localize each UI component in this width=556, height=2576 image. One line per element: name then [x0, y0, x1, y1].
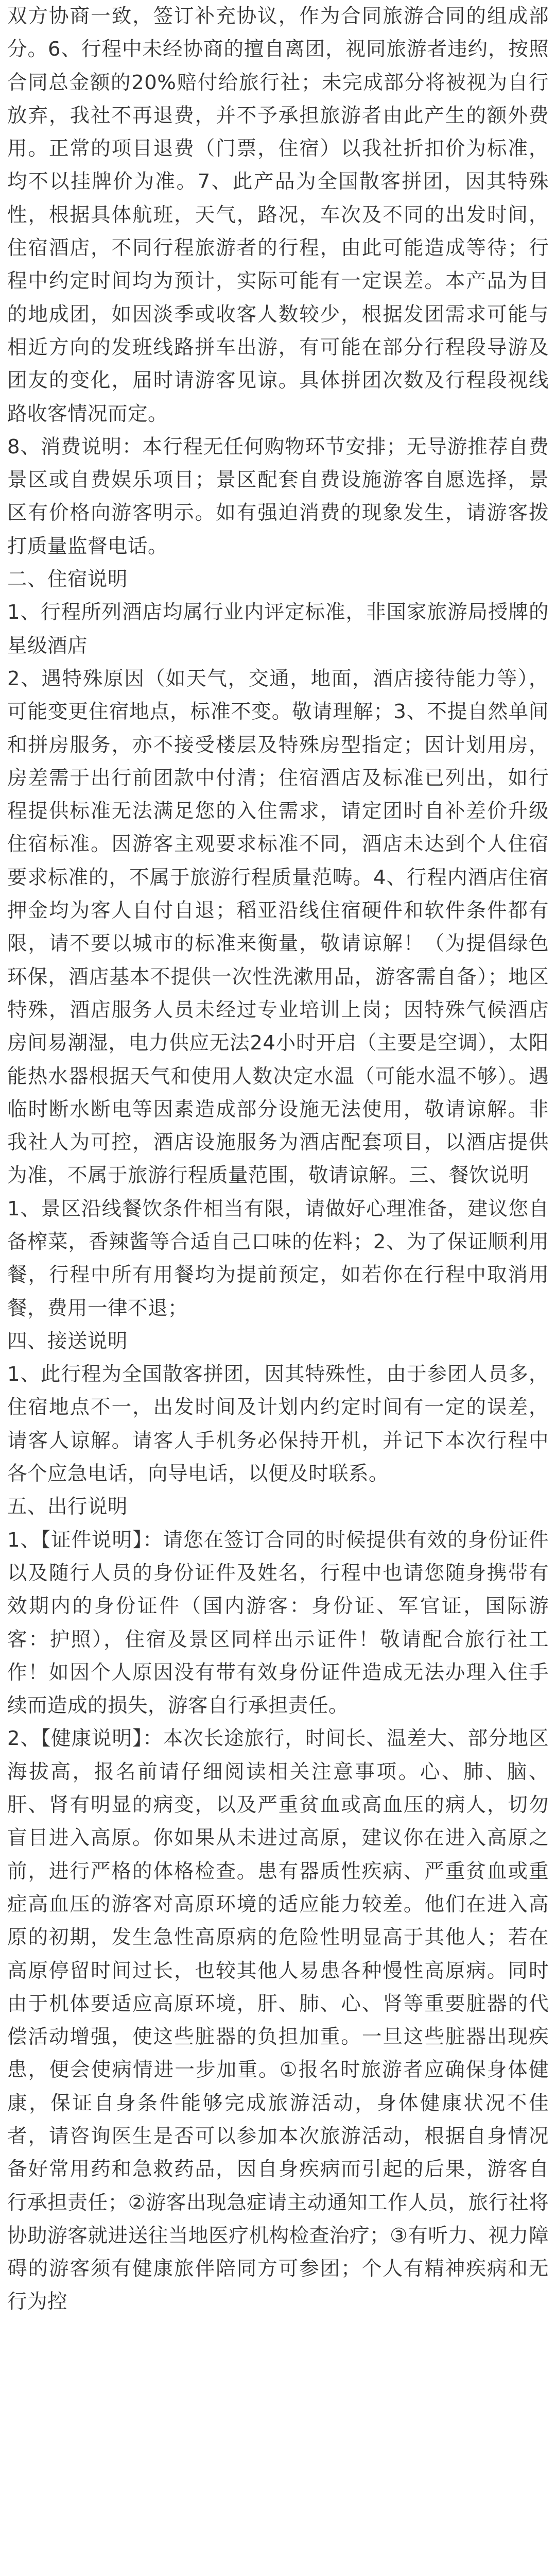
paragraph-contract-terms: 双方协商一致，签订补充协议，作为合同旅游合同的组成部分。6、行程中未经协商的擅自离团，视同旅游者违约，按照合同总金额的20%赔付给旅行社；未完成部分将被视为自行放弃，我社不再退费，并不予承担旅游者由此产生的额外费用。正常的项目退费（门票，住宿）以我社折扣价为标准，均不以挂牌价为准。7、此产品为全国散客拼团，因其特殊性，根据具体航班，天气，路况，车次及不同的出发时间，住宿酒店，不同行程旅游者的行程，由此可能造成等待；行程中约定时间均为预计，实际可能有一定误差。本产品为目的地成团，如因淡季或收客人数较少，根据发团需求可能与相近方向的发班线路拼车出游，有可能在部分行程段导游及团友的变化，届时请游客见谅。具体拼团次数及行程段视线路收客情况而定。 [7, 5, 549, 426]
paragraph-hotel-standard: 1、行程所列酒店均属行业内评定标准，非国家旅游局授牌的星级酒店 [7, 601, 549, 657]
section-heading-transfer: 四、接送说明 [7, 1329, 128, 1353]
paragraph-consumption-note: 8、消费说明：本行程无任何购物环节安排；无导游推荐自费景区或自费娱乐项目；景区配套自费设施游客自愿选择，景区有价格向游客明示。如有强迫消费的现象发生，请游客拨打质量监督电话。 [7, 435, 549, 558]
paragraph-transfer-details: 1、此行程为全国散客拼团，因其特殊性，由于参团人员多，住宿地点不一，出发时间及计划内约定时间有一定的误差，请客人谅解。请客人手机务必保持开机，并记下本次行程中各个应急电话，向导电话，以便及时联系。 [7, 1363, 549, 1486]
paragraph-health-notice: 2、【健康说明】：本次长途旅行，时间长、温差大、部分地区海拔高，报名前请仔细阅读相关注意事项。心、肺、脑、肝、肾有明显的病变，以及严重贫血或高血压的病人，切勿盲目进入高原。你如果从未进过高原，建议你在进入高原之前，进行严格的体格检查。患有器质性疾病、严重贫血或重症高血压的游客对高原环境的适应能力较差。他们在进入高原的初期，发生急性高原病的危险性明显高于其他人；若在高原停留时间过长，也较其他人易患各种慢性高原病。同时由于机体要适应高原环境，肝、肺、心、肾等重要脏器的代偿活动增强，使这些脏器的负担加重。一旦这些脏器出现疾患，便会使病情进一步加重。①报名时旅游者应确保身体健康，保证自身条件能够完成旅游活动，身体健康状况不佳者，请咨询医生是否可以参加本次旅游活动，根据自身情况备好常用药和急救药品，因自身疾病而引起的后果，游客自行承担责任；②游客出现急症请主动通知工作人员，旅行社将协助游客就进送往当地医疗机构检查治疗；③有听力、视力障碍的游客须有健康旅伴陪同方可参团；个人有精神疾病和无行为控 [7, 1727, 549, 2314]
paragraph-id-documents: 1、【证件说明】：请您在签订合同的时候提供有效的身份证件以及随行人员的身份证件及姓名，行程中也请您随身携带有效期内的身份证件（国内游客：身份证、军官证，国际游客：护照），住宿及景区同样出示证件！敬请配合旅行社工作！如因个人原因没有带有效身份证件造成无法办理入住手续而造成的损失，游客自行承担责任。 [7, 1528, 549, 1718]
paragraph-meal-details: 1、景区沿线餐饮条件相当有限，请做好心理准备，建议您自备榨菜，香辣酱等合适自己口味的佐料；2、为了保证顺利用餐，行程中所有用餐均为提前预定，如若你在行程中取消用餐，费用一律不退； [7, 1197, 549, 1320]
section-heading-accommodation: 二、住宿说明 [7, 568, 128, 591]
paragraph-hotel-details: 2、遇特殊原因（如天气，交通，地面，酒店接待能力等），可能变更住宿地点，标准不变。敬请理解；3、不提自然单间和拼房服务，亦不接受楼层及特殊房型指定；因计划用房，房差需于出行前团款中付清；住宿酒店及标准已列出，如行程提供标准无法满足您的入住需求，请定团时自补差价升级住宿标准。因游客主观要求标准不同，酒店未达到个人住宿要求标准的，不属于旅游行程质量范畴。4、行程内酒店住宿押金均为客人自付自退；稻亚沿线住宿硬件和软件条件都有限，请不要以城市的标准来衡量，敬请谅解！（为提倡绿色环保，酒店基本不提供一次性洗漱用品，游客需自备）；地区特殊，酒店服务人员未经过专业培训上岗；因特殊气候酒店房间易潮湿，电力供应无法24小时开启（主要是空调），太阳能热水器根据天气和使用人数决定水温（可能水温不够）。遇临时断水断电等因素造成部分设施无法使用，敬请谅解。非我社人为可控，酒店设施服务为酒店配套项目，以酒店提供为准，不属于旅游行程质量范围，敬请谅解。三、餐饮说明 [7, 667, 549, 1188]
section-heading-travel: 五、出行说明 [7, 1495, 128, 1519]
